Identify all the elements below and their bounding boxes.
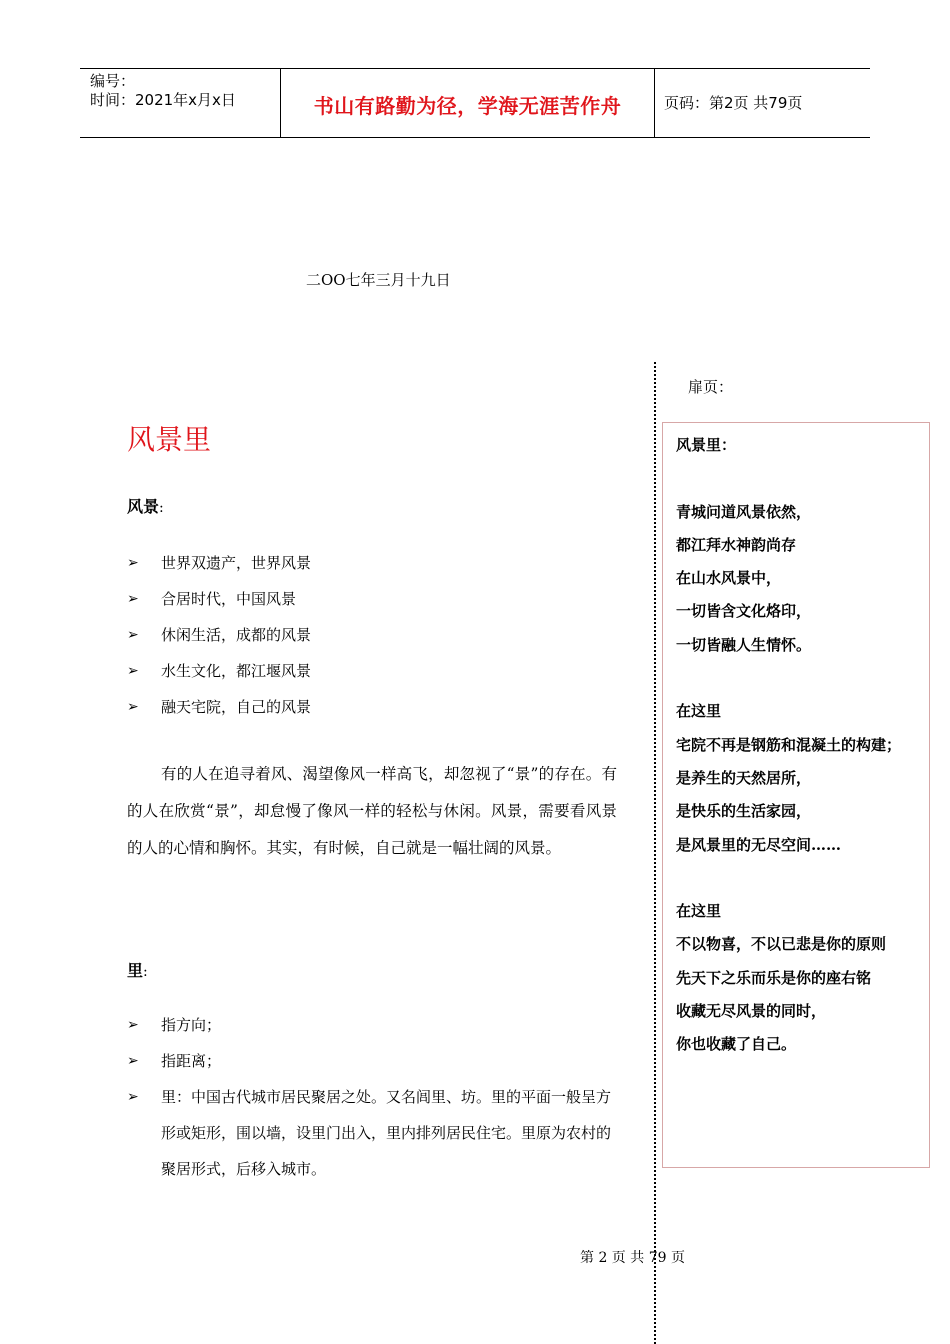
poem-line: 宅院不再是钢筋和混凝土的构建；: [676, 735, 902, 754]
poem-line: 在山水风景中，: [676, 569, 782, 588]
arrow-bullet-icon: ➢: [127, 1053, 139, 1069]
poem-line: 都江拜水神韵尚存: [676, 535, 797, 554]
arrow-bullet-icon: ➢: [127, 555, 139, 571]
list-item: [127, 653, 627, 689]
header-motto: 书山有路勤为径，学海无涯苦作舟: [313, 94, 622, 118]
arrow-bullet-icon: ➢: [127, 1089, 139, 1105]
document-header: [80, 68, 870, 138]
list-item: [127, 1043, 617, 1079]
poem-line: 青城问道风景依然，: [676, 502, 812, 521]
header-motto-cell: [280, 69, 655, 137]
list-item-text: 指方向；: [161, 1016, 222, 1034]
header-page-cell: [654, 69, 870, 137]
poem-line: 一切皆融人生情怀。: [676, 635, 812, 654]
bullet-list-scenery: [127, 545, 627, 725]
header-info-cell: [80, 69, 280, 137]
list-item-text: 里：中国古代城市居民聚居之处。又名闾里、坊。里的平面一般呈方形或矩形，围以墙，设里门出入，里内排列居民住宅。里原为农村的聚居形式，后移入城市。: [161, 1088, 612, 1178]
arrow-bullet-icon: ➢: [127, 627, 139, 643]
poem-line: 是风景里的无尽空间……: [676, 835, 842, 854]
dotted-divider: [654, 362, 656, 1344]
poem-line: 风景里：: [676, 436, 737, 454]
list-item-text: 水生文化，都江堰风景: [161, 662, 312, 680]
page-footer: 第 2 页 共 79 页: [580, 1250, 685, 1266]
list-item: [127, 581, 627, 617]
list-item-text: 指距离；: [161, 1052, 222, 1070]
poem-line: 在这里: [676, 702, 722, 721]
list-item: [127, 1007, 617, 1043]
sidebar-heading: 扉页：: [688, 378, 734, 396]
section-heading-text: 风景: [127, 497, 160, 516]
list-item: [127, 1079, 617, 1187]
poem-line: 不以物喜，不以已悲是你的原则: [676, 935, 887, 954]
header-page-info: 页码：第2页 共79页: [664, 94, 803, 112]
list-item-text: 融天宅院，自己的风景: [161, 698, 312, 716]
intro-paragraph: 有的人在追寻着风、渴望像风一样高飞，却忽视了“景”的存在。有的人在欣赏“景”，却怠慢了像风一样的轻松与休闲。风景，需要看风景的人的心情和胸怀。其实，有时候，自己就是一幅壮阔的风景。: [127, 765, 617, 857]
list-item-text: 休闲生活，成都的风景: [161, 626, 312, 644]
document-time-label: 时间：2021年x月x日: [90, 91, 236, 109]
sidebar-box: [662, 422, 930, 1168]
bullet-list-li: [127, 1007, 617, 1187]
poem-line: 先天下之乐而乐是你的座右铭: [676, 968, 872, 987]
poem-line: [676, 662, 926, 695]
section-heading-colon: :: [159, 500, 164, 516]
arrow-bullet-icon: ➢: [127, 663, 139, 679]
document-number-label: 编号：: [90, 72, 136, 90]
list-item-text: 世界双遗产，世界风景: [161, 554, 312, 572]
sidebar-poem: [676, 429, 926, 1062]
section-heading-li: [127, 958, 148, 981]
poem-line: 是养生的天然居所，: [676, 768, 812, 787]
list-item: [127, 617, 627, 653]
list-item: [127, 689, 627, 725]
section-heading-scenery: [127, 494, 164, 517]
date-line: 二OO七年三月十九日: [306, 271, 451, 289]
arrow-bullet-icon: ➢: [127, 1017, 139, 1033]
poem-line: [676, 862, 926, 895]
arrow-bullet-icon: ➢: [127, 699, 139, 715]
section-heading-text: 里: [127, 961, 144, 980]
poem-line: 是快乐的生活家园，: [676, 802, 812, 821]
poem-line: 收藏无尽风景的同时，: [676, 1002, 827, 1021]
list-item: [127, 545, 627, 581]
arrow-bullet-icon: ➢: [127, 591, 139, 607]
section-heading-colon: :: [143, 964, 148, 980]
poem-line: 你也收藏了自己。: [676, 1035, 797, 1054]
poem-line: 一切皆含文化烙印，: [676, 602, 812, 621]
page-title: 风景里: [127, 423, 212, 456]
poem-line: 在这里: [676, 902, 722, 921]
list-item-text: 合居时代，中国风景: [161, 590, 297, 608]
poem-line: [676, 462, 926, 495]
